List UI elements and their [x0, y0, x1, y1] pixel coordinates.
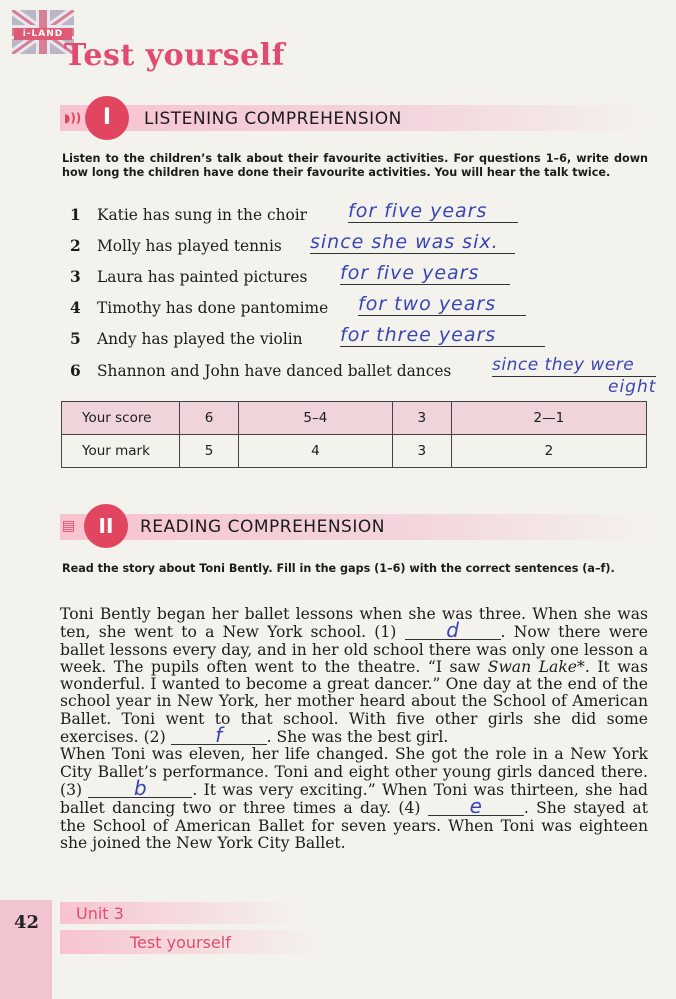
reading-icon: ▤: [62, 518, 76, 534]
answer-field[interactable]: for five years: [340, 262, 510, 285]
story-text: [60, 606, 648, 852]
answer-field[interactable]: for five years: [348, 200, 518, 223]
question-number: 3: [70, 268, 81, 286]
page-title: Test yourself: [64, 38, 285, 73]
gap-answer: e: [469, 794, 482, 819]
question-row: [60, 293, 660, 323]
gap-1[interactable]: [405, 618, 501, 643]
section2-number: II: [84, 504, 128, 548]
question-text: Katie has sung in the choir: [97, 206, 308, 224]
flag-label: i-LAND: [14, 28, 72, 40]
section1-number: I: [85, 96, 129, 140]
story-fragment: . It was wonderful. I wanted to become a great dancer.” One day at the end of the school year in New York, her mother heard about the School of American Ballet. Toni went to that school. With five other girls she did some exercises. (2): [60, 657, 648, 747]
question-number: 4: [70, 299, 81, 317]
question-text: Molly has played tennis: [97, 237, 282, 255]
question-number: 1: [70, 206, 81, 224]
table-cell: 5–4: [239, 402, 393, 435]
question-number: 2: [70, 237, 81, 255]
question-row: [60, 262, 660, 292]
question-row: [60, 324, 660, 354]
listening-icon: ◗)): [64, 111, 82, 125]
table-cell: Your score: [62, 402, 180, 435]
section2-instruction: Read the story about Toni Bently. Fill in the gaps (1–6) with the correct sentences (a–f).: [62, 562, 615, 575]
gap-answer: d: [446, 618, 459, 643]
question-text: Andy has played the violin: [97, 330, 303, 348]
page-number: 42: [14, 912, 40, 933]
answer-field[interactable]: since she was six.: [310, 231, 515, 254]
table-cell: 3: [392, 435, 451, 468]
story-fragment: . She was the best girl.: [266, 728, 449, 747]
question-number: 5: [70, 330, 81, 348]
table-cell: 5: [180, 435, 239, 468]
answer-field[interactable]: since they were: [492, 354, 656, 377]
table-cell: 2: [451, 435, 646, 468]
gap-answer: f: [215, 723, 223, 748]
story-fragment: . She stayed at the School of American Ballet for seven years. When Toni was eighteen she joined the New York City Ballet.: [60, 799, 648, 852]
story-fragment: . It was very exciting.” When Toni was thirteen, she had ballet dancing two or three times a day. (4): [60, 780, 648, 818]
section1-instruction: Listen to the children’s talk about their favourite activities. For questions 1–6, write down how long the children have done their favourite activities. You will hear the talk twice.: [62, 152, 648, 179]
table-cell: Your mark: [62, 435, 180, 468]
footer-title: Test yourself: [130, 933, 231, 952]
story-fragment: Toni Bently began her ballet lessons when she was three. When she was ten, she went to a New York school. (1): [60, 605, 648, 642]
answer-field-continued: eight: [608, 377, 657, 397]
story-title-ref: Swan Lake*: [487, 657, 585, 676]
question-row: [60, 200, 660, 230]
question-number: 6: [70, 362, 81, 380]
question-row: [60, 231, 660, 261]
table-row: [62, 435, 647, 468]
question-text: Shannon and John have danced ballet dances: [97, 362, 452, 380]
gap-3[interactable]: [88, 775, 192, 800]
answer-field[interactable]: for two years: [358, 293, 526, 316]
gap-answer: b: [134, 775, 147, 800]
question-text: Laura has painted pictures: [97, 268, 308, 286]
gap-2[interactable]: [171, 723, 267, 748]
table-cell: 3: [392, 402, 451, 435]
story-fragment: . Now there were ballet lessons every day, and in her old school there was only one lesson a week. The pupils often went to the theatre. “I saw: [60, 623, 648, 676]
question-text: Timothy has done pantomime: [97, 299, 329, 317]
table-row: [62, 402, 647, 435]
story-fragment: When Toni was eleven, her life changed. She got the role in a New York City Ballet’s performance. Toni and eight other young girls danced there. (3): [60, 745, 648, 799]
score-table: [61, 401, 647, 468]
table-cell: 6: [180, 402, 239, 435]
answer-field[interactable]: for three years: [340, 324, 545, 347]
question-row: [60, 355, 660, 397]
section2-title: READING COMPREHENSION: [140, 517, 385, 537]
table-cell: 2—1: [451, 402, 646, 435]
gap-4[interactable]: [428, 794, 524, 819]
table-cell: 4: [239, 435, 393, 468]
footer-unit: Unit 3: [76, 904, 124, 923]
section1-title: LISTENING COMPREHENSION: [144, 109, 402, 129]
